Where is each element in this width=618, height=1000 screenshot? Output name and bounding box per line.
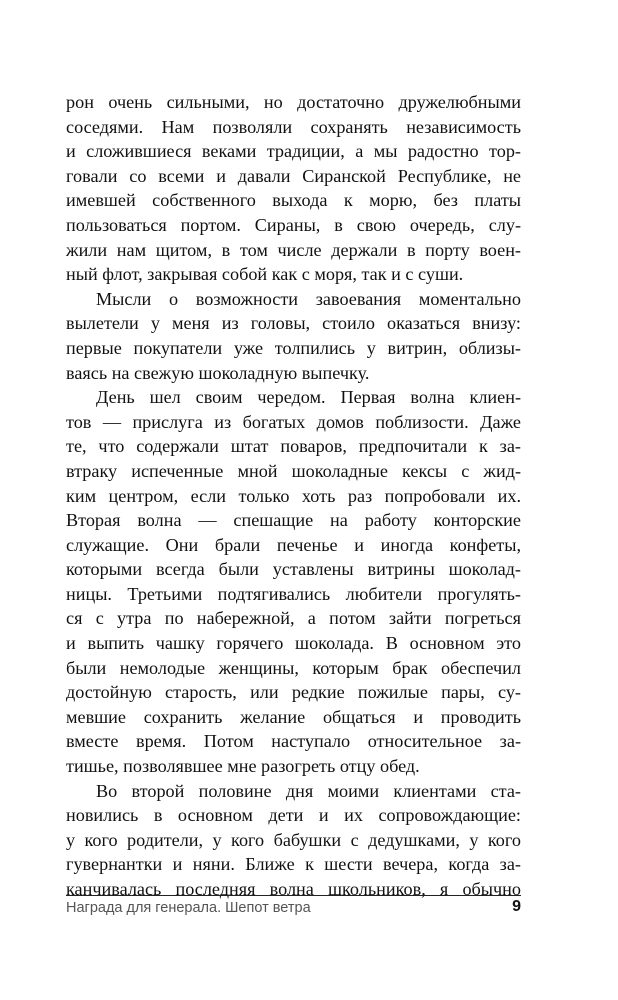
text-line: жили нам щитом, в том числе держали в порту воен- [66, 239, 521, 260]
text-line: мевшие сохранить желание общаться и проводить [66, 706, 521, 727]
text-line: соседями. Нам позволяли сохранять независимость [66, 116, 521, 137]
paragraph [66, 385, 521, 779]
text-line: ся с утра по набережной, а потом зайти погреться [66, 608, 521, 629]
text-line: вместе время. Потом наступало относительное за- [66, 731, 521, 752]
text-line: День шел своим чередом. Первая волна клиен- [96, 387, 521, 408]
text-line: ный флот, закрывая собой как с моря, так и с суши. [66, 264, 464, 285]
text-line: тишье, позволявшее мне разогреть отцу обед. [66, 756, 420, 777]
text-line: Во второй половине дня моими клиентами ста- [96, 780, 521, 801]
text-line: и сложившиеся веками традиции, а мы радостно тор- [66, 141, 521, 162]
text-line: втраку испеченные мной шоколадные кексы с жид- [66, 460, 521, 481]
text-line: у кого родители, у кого бабушки с дедушками, у кого [66, 829, 521, 850]
text-line: имевшей собственного выхода к морю, без платы [66, 190, 521, 211]
text-line: и выпить чашку горячего шоколада. В основном это [66, 633, 521, 654]
text-line: ким центром, если только хоть раз попробовали их. [66, 485, 521, 506]
text-line: Мысли о возможности завоевания моментально [96, 288, 521, 309]
footer-divider [66, 895, 521, 896]
text-line: ницы. Третьими подтягивались любители прогулять- [66, 583, 521, 604]
text-line: пользоваться портом. Сираны, в свою очередь, слу- [66, 214, 521, 235]
text-line: новились в основном дети и их сопровождающие: [66, 805, 521, 826]
paragraph [66, 90, 521, 287]
text-line: первые покупатели уже толпились у витрин, облизы- [66, 337, 521, 358]
paragraph [66, 287, 521, 385]
page-number: 9 [512, 898, 521, 915]
text-line: говали со всеми и давали Сиранской Республике, не [66, 165, 521, 186]
text-line: ваясь на свежую шоколадную выпечку. [66, 362, 370, 383]
body-text [66, 90, 521, 902]
text-line: служащие. Они брали печенье и иногда конфеты, [66, 534, 521, 555]
text-line: были немолодые женщины, которым брак обеспечил [66, 657, 521, 678]
text-line: канчивалась последняя волна школьников, я обычно [66, 879, 521, 899]
text-line: Вторая волна — спешащие на работу конторские [66, 510, 521, 531]
text-line: которыми всегда были уставлены витрины шоколад- [66, 559, 521, 580]
text-line: тов — прислуга из богатых домов поблизости. Даже [66, 411, 521, 432]
paragraph [66, 779, 521, 902]
text-line: достойную старость, или редкие пожилые пары, су- [66, 682, 521, 703]
text-line: те, что содержали штат поваров, предпочитали к за- [66, 436, 521, 457]
text-line: рон очень сильными, но достаточно дружелюбными [66, 92, 521, 112]
text-line: вылетели у меня из головы, стоило оказаться внизу: [66, 313, 521, 334]
text-line: гувернантки и няни. Ближе к шести вечера, когда за- [66, 854, 521, 875]
running-footer-title: Награда для генерала. Шепот ветра [66, 900, 311, 916]
